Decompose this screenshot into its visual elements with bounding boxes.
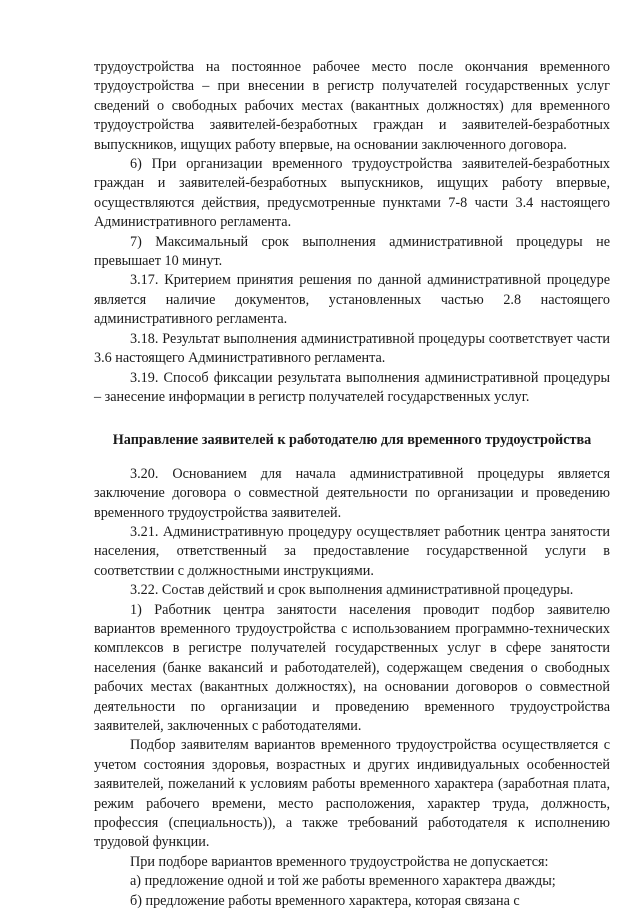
paragraph-continuation: трудоустройства на постоянное рабочее место после окончания временного трудоустройства – при внесении в регистр получателей государственных услуг сведений о свободных рабочих местах (вакантных должностях) для временного трудоустройства заявителей-безработных граждан и заявителей-безработных выпускников, ищущих работу впервые, на основании заключенного договора. xyxy=(94,59,610,153)
paragraph-3-22: 3.22. Состав действий и срок выполнения административной процедуры. xyxy=(130,582,574,599)
paragraph-not-allowed: При подборе вариантов временного трудоустройства не допускается: xyxy=(130,853,549,870)
document-page xyxy=(94,58,610,911)
paragraph-3-20: 3.20. Основанием для начала административной процедуры является заключение договора о совместной деятельности по организации и проведению временного трудоустройства заявителей. xyxy=(94,465,610,521)
section-heading: Направление заявителей к работодателю для временного трудоустройства xyxy=(112,432,592,449)
paragraph-item-7: 7) Максимальный срок выполнения административной процедуры не превышает 10 минут. xyxy=(94,233,610,270)
paragraph-selection: Подбор заявителям вариантов временного трудоустройства осуществляется с учетом состояния здоровья, возрастных и других индивидуальных особенностей заявителей, пожеланий к условиям работы временного характера (заработная плата, режим рабочего времени, место расположения, характер труда, должность, профессия (специальность)), а также требований работодателя к исполнению трудовой функции. xyxy=(94,737,610,851)
paragraph-item-1: 1) Работник центра занятости населения проводит подбор заявителю вариантов временного трудоустройства с использованием программно-технических комплексов в регистре получателей государственных услуг в сфере занятости населения (банке вакансий и работодателей), содержащем сведения о свободных рабочих местах (вакантных должностях), на основании договоров о совместной деятельности по организации и проведению временного трудоустройства заявителей, заключенных с работодателями. xyxy=(94,601,610,734)
paragraph-3-21: 3.21. Административную процедуру осуществляет работник центра занятости населения, ответственный за предоставление государственной услуги в соответствии с должностными инструкциями. xyxy=(94,523,610,579)
paragraph-3-18: 3.18. Результат выполнения административной процедуры соответствует части 3.6 настоящего Административного регламента. xyxy=(94,330,610,367)
paragraph-3-17: 3.17. Критерием принятия решения по данной административной процедуре является наличие документов, установленных частью 2.8 настоящего административного регламента. xyxy=(94,272,610,328)
paragraph-item-b: б) предложение работы временного характера, которая связана с xyxy=(130,892,520,909)
paragraph-item-6: 6) При организации временного трудоустройства заявителей-безработных граждан и заявителей-безработных выпускников, ищущих работу впервые, осуществляются действия, предусмотренные пунктами 7-8 части 3.4 настоящего Административного регламента. xyxy=(94,156,610,231)
paragraph-item-a: а) предложение одной и той же работы временного характера дважды; xyxy=(130,873,556,890)
paragraph-3-19: 3.19. Способ фиксации результата выполнения административной процедуры – занесение информации в регистр получателей государственных услуг. xyxy=(94,369,610,405)
